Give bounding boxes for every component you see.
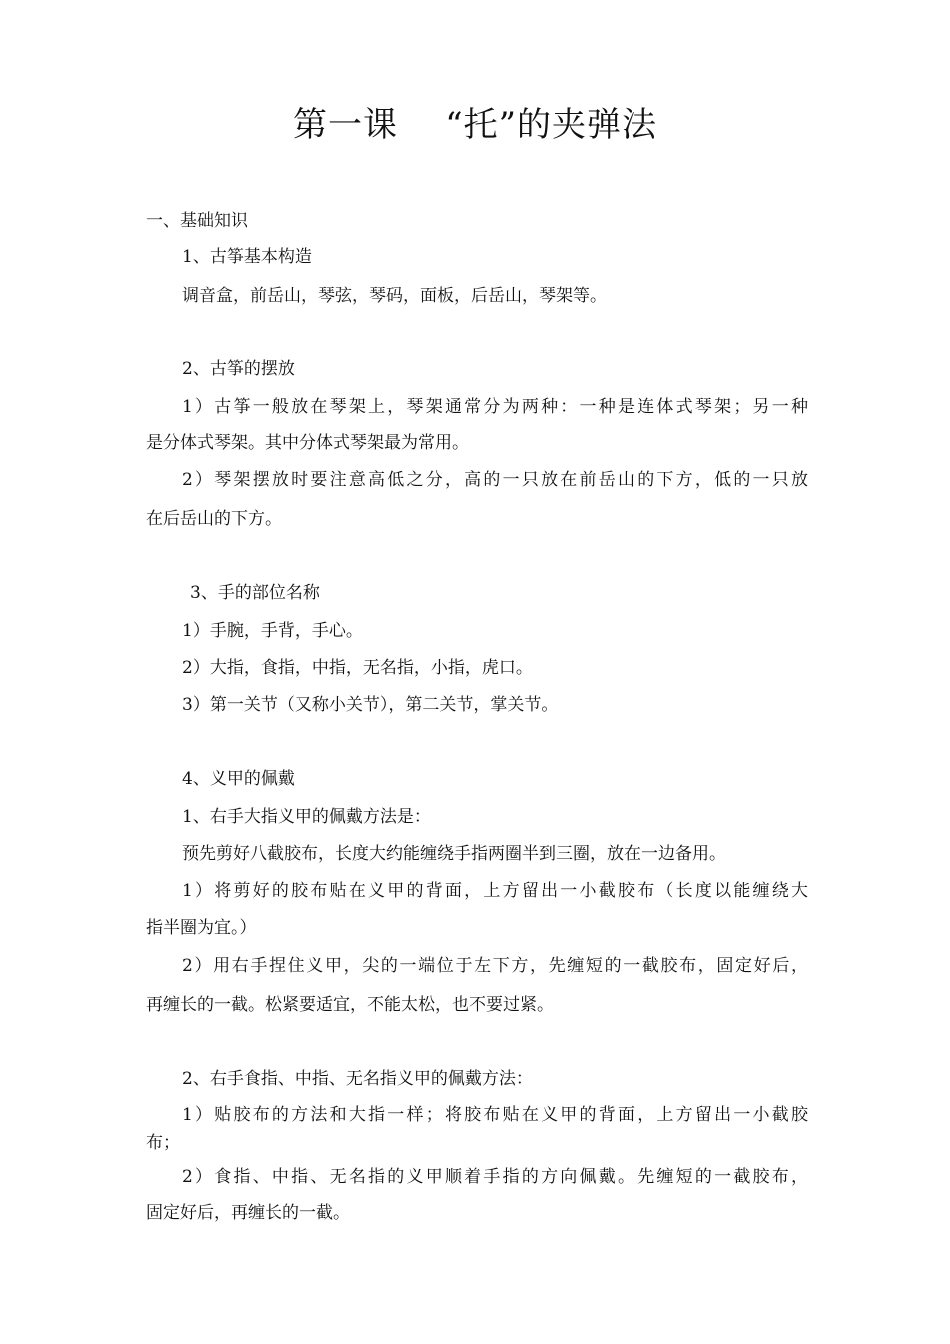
paragraph-thumb-step-2-line-2: 再缠长的一截。松紧要适宜，不能太松，也不要过紧。 <box>146 995 554 1015</box>
paragraph-finger-step-1-line-2: 布； <box>146 1133 180 1153</box>
paragraph-finger-step-1-line-1: 1）贴胶布的方法和大指一样；将胶布贴在义甲的背面，上方留出一小截胶 <box>182 1105 808 1125</box>
paragraph-placement-2-line-1: 2）琴架摆放时要注意高低之分，高的一只放在前岳山的下方，低的一只放 <box>182 470 808 490</box>
subheading-thumb-nail: 1、右手大指义甲的佩戴方法是： <box>182 807 431 827</box>
paragraph-structure: 调音盒，前岳山，琴弦，琴码，面板，后岳山，琴架等。 <box>182 286 607 306</box>
subheading-nail-wearing: 4、义甲的佩戴 <box>182 769 295 789</box>
list-item-hand-parts-2: 2）大指，食指，中指，无名指，小指，虎口。 <box>182 658 533 678</box>
list-item-hand-parts-3: 3）第一关节（又称小关节），第二关节，掌关节。 <box>182 695 559 715</box>
section-heading-basics: 一、基础知识 <box>146 211 248 231</box>
paragraph-finger-step-2-line-1: 2）食指、中指、无名指的义甲顺着手指的方向佩戴。先缠短的一截胶布， <box>182 1167 808 1187</box>
list-item-hand-parts-1: 1）手腕，手背，手心。 <box>182 621 363 641</box>
subheading-placement: 2、古筝的摆放 <box>182 359 295 379</box>
paragraph-thumb-intro: 预先剪好八截胶布，长度大约能缠绕手指两圈半到三圈，放在一边备用。 <box>182 844 726 864</box>
subheading-structure: 1、古筝基本构造 <box>182 247 312 267</box>
paragraph-placement-1-line-1: 1）古筝一般放在琴架上，琴架通常分为两种：一种是连体式琴架；另一种 <box>182 397 808 417</box>
paragraph-placement-1-line-2: 是分体式琴架。其中分体式琴架最为常用。 <box>146 433 469 453</box>
paragraph-finger-step-2-line-2: 固定好后，再缠长的一截。 <box>146 1203 350 1223</box>
subheading-hand-parts: 3、手的部位名称 <box>190 583 320 603</box>
paragraph-thumb-step-2-line-1: 2）用右手捏住义甲，尖的一端位于左下方，先缠短的一截胶布，固定好后， <box>182 956 808 976</box>
paragraph-thumb-step-1-line-1: 1）将剪好的胶布贴在义甲的背面，上方留出一小截胶布（长度以能缠绕大 <box>182 881 808 901</box>
paragraph-thumb-step-1-line-2: 指半圈为宜。） <box>146 918 257 938</box>
page-title: 第一课 “托”的夹弹法 <box>293 105 657 145</box>
paragraph-placement-2-line-2: 在后岳山的下方。 <box>146 509 282 529</box>
subheading-finger-nails: 2、右手食指、中指、无名指义甲的佩戴方法： <box>182 1069 533 1089</box>
